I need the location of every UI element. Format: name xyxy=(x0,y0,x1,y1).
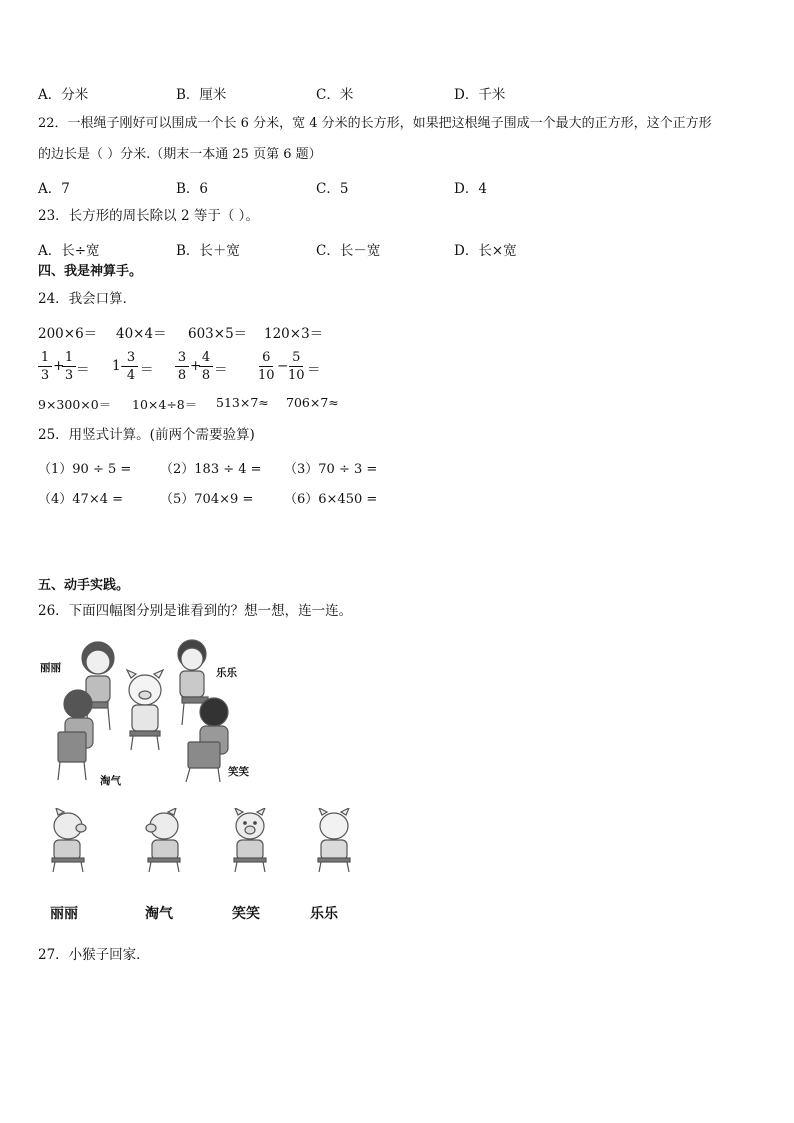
q22-text-line1: 22．一根绳子刚好可以围成一个长 6 分米，宽 4 分米的长方形，如果把这根绳子围成一个最大的正方形，这个正方形 xyxy=(38,116,712,131)
prefix: 1- xyxy=(112,358,126,374)
q25-item: （4）47×4 = xyxy=(38,492,124,507)
scene-label-lele: 乐乐 xyxy=(216,667,237,679)
fraction xyxy=(62,350,76,383)
q25-item: （5）704×9 = xyxy=(160,492,254,507)
equals: ＝ xyxy=(140,362,154,378)
section-5-heading: 五、动手实践。 xyxy=(38,578,130,593)
operator: + xyxy=(53,358,65,374)
q25-item: （1）90 ÷ 5 = xyxy=(38,462,132,477)
q22-option-c: C．5 xyxy=(316,181,349,197)
q24-item: 10×4÷8＝ xyxy=(132,397,198,412)
numerator: 5 xyxy=(292,350,301,365)
denominator: 8 xyxy=(201,368,211,383)
denominator: 10 xyxy=(258,368,275,383)
denominator: 3 xyxy=(40,368,50,383)
q23-option-d: D．长×宽 xyxy=(454,243,517,259)
caption-lili: 丽丽 xyxy=(50,906,78,922)
pig-view-front xyxy=(228,808,272,872)
q24-item: 603×5＝ xyxy=(188,326,248,342)
caption-taoqi: 淘气 xyxy=(145,906,173,922)
q25-title: 25．用竖式计算。(前两个需要验算) xyxy=(38,427,255,443)
q21-option-c: C．米 xyxy=(316,87,354,103)
q26-title: 26．下面四幅图分别是谁看到的？想一想，连一连。 xyxy=(38,603,353,619)
q21-option-d: D．千米 xyxy=(454,87,506,103)
q22-text-line2: 的边长是（ ）分米.（期末一本通 25 页第 6 题） xyxy=(38,147,322,162)
q24-item: 513×7≈ xyxy=(216,395,269,410)
equals: ＝ xyxy=(307,362,321,378)
scene-label-lili: 丽丽 xyxy=(40,662,61,674)
q25-item: （6）6×450 = xyxy=(284,492,378,507)
caption-lele: 乐乐 xyxy=(310,906,338,922)
fraction xyxy=(124,350,138,383)
numerator: 6 xyxy=(262,350,271,365)
q24-item: 40×4＝ xyxy=(116,326,167,342)
q25-item: （3）70 ÷ 3 = xyxy=(284,462,378,477)
q23-option-c: C．长－宽 xyxy=(316,243,381,259)
operator: + xyxy=(190,358,202,374)
denominator: 10 xyxy=(288,368,305,383)
q27-title: 27．小猴子回家． xyxy=(38,947,150,963)
q21-option-b: B．厘米 xyxy=(176,87,227,103)
q22-option-d: D．4 xyxy=(454,181,487,197)
equals: ＝ xyxy=(76,362,90,378)
q24-title: 24．我会口算． xyxy=(38,291,137,307)
fraction xyxy=(38,350,52,383)
denominator: 3 xyxy=(64,368,74,383)
fraction xyxy=(199,350,213,383)
fraction xyxy=(175,350,189,383)
pig-view-back xyxy=(312,808,356,872)
q25-item: （2）183 ÷ 4 = xyxy=(160,462,262,477)
numerator: 1 xyxy=(64,350,74,365)
operator: − xyxy=(277,358,289,374)
numerator: 4 xyxy=(201,350,211,365)
caption-xiaoxiao: 笑笑 xyxy=(232,906,260,922)
q24-item: 120×3＝ xyxy=(264,326,324,342)
pig-view-side-left xyxy=(48,808,92,872)
equals: ＝ xyxy=(214,362,228,378)
section-4-heading: 四、我是神算手。 xyxy=(38,264,143,279)
denominator: 4 xyxy=(126,368,136,383)
q22-option-b: B．6 xyxy=(176,181,209,197)
q24-item: 706×7≈ xyxy=(286,395,339,410)
fraction xyxy=(288,350,305,383)
q23-option-b: B．长＋宽 xyxy=(176,243,240,259)
q23-option-a: A．长÷宽 xyxy=(38,243,100,259)
q24-item: 9×300×0＝ xyxy=(38,397,112,412)
q23-text: 23．长方形的周长除以 2 等于（ ）。 xyxy=(38,208,259,224)
denominator: 8 xyxy=(177,368,187,383)
scene-label-xiaoxiao: 笑笑 xyxy=(228,766,249,778)
fraction xyxy=(258,350,275,383)
pig-view-side-right xyxy=(140,808,184,872)
numerator: 3 xyxy=(126,350,136,365)
numerator: 1 xyxy=(40,350,50,365)
q22-option-a: A．7 xyxy=(38,181,70,197)
scene-label-taoqi: 淘气 xyxy=(100,775,121,787)
numerator: 3 xyxy=(177,350,187,365)
q21-option-a: A．分米 xyxy=(38,87,89,103)
q24-item: 200×6＝ xyxy=(38,326,98,342)
